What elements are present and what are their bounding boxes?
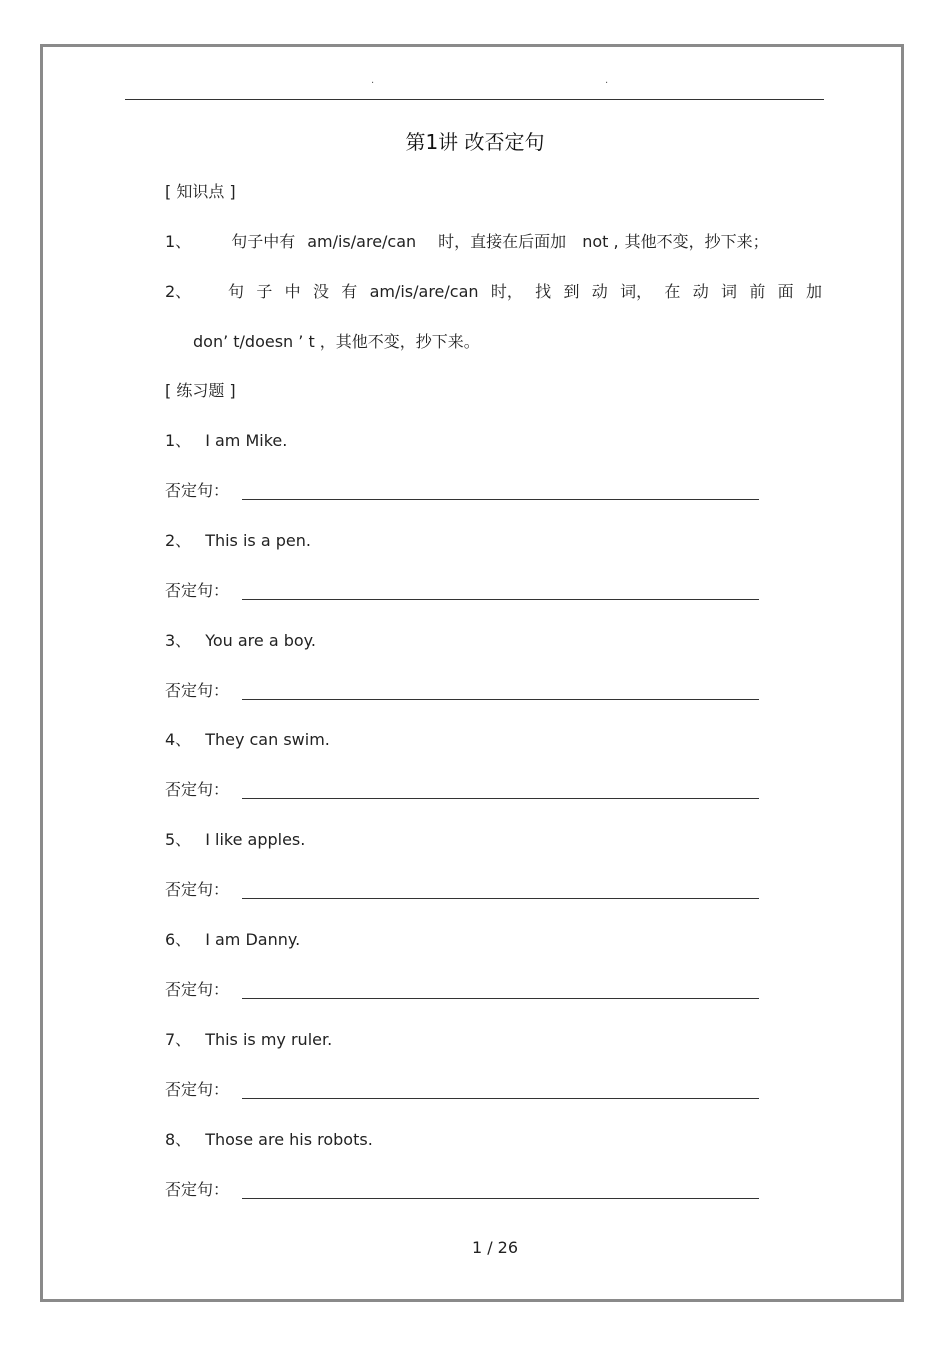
- page-number: 1 / 26: [471, 1238, 519, 1257]
- exercise-item: [165, 630, 316, 652]
- point-2-token: 到: [563, 282, 580, 301]
- answer-label: 否定句：: [165, 681, 230, 700]
- knowledge-point-2: [165, 281, 191, 303]
- exercise-sentence: I am Danny.: [205, 930, 301, 949]
- point-2-token: 加: [805, 282, 822, 301]
- answer-blank-line[interactable]: [242, 599, 759, 600]
- point-2-token: 动: [692, 282, 709, 301]
- exercise-number: 6、: [165, 930, 192, 949]
- point-2-token: 中: [284, 282, 301, 301]
- answer-label: 否定句：: [165, 780, 230, 799]
- answer-blank-line[interactable]: [242, 898, 759, 899]
- answer-label: 否定句：: [165, 481, 230, 500]
- point-1-number: 1、: [165, 232, 192, 251]
- point-2-token: 没: [312, 282, 329, 301]
- header-rule: [125, 99, 824, 100]
- point-2-token: 词，: [620, 282, 653, 301]
- answer-label: 否定句：: [165, 1180, 230, 1199]
- exercise-item: [165, 530, 311, 552]
- exercise-sentence: Those are his robots.: [205, 1130, 373, 1149]
- point-2-token: 在: [664, 282, 681, 301]
- exercise-item: [165, 929, 300, 951]
- header-dot-right: .: [605, 75, 609, 86]
- page-title: 第1讲 改否定句: [405, 130, 545, 154]
- point-2-token: 有: [341, 282, 358, 301]
- point-1-text-c: 其他不变，抄下来；: [624, 232, 769, 251]
- point-2-token: 找: [535, 282, 552, 301]
- exercise-item: [165, 729, 330, 751]
- answer-label: 否定句：: [165, 581, 230, 600]
- answer-label: 否定句：: [165, 880, 230, 899]
- exercise-number: 2、: [165, 531, 192, 550]
- point-2-token: 句: [228, 282, 245, 301]
- exercise-item: [165, 829, 305, 851]
- exercise-sentence: This is a pen.: [205, 531, 311, 550]
- answer-blank-line[interactable]: [242, 998, 759, 999]
- exercise-number: 4、: [165, 730, 192, 749]
- point-1-not: not ,: [582, 232, 619, 251]
- exercise-sentence: They can swim.: [205, 730, 330, 749]
- answer-blank-line[interactable]: [242, 1098, 759, 1099]
- header-dot-left: .: [371, 75, 375, 86]
- exercise-number: 1、: [165, 431, 192, 450]
- exercise-number: 8、: [165, 1130, 192, 1149]
- point-2-token: 动: [591, 282, 608, 301]
- exercise-item: [165, 1029, 332, 1051]
- knowledge-point-1: [165, 231, 769, 253]
- answer-blank-line[interactable]: [242, 798, 759, 799]
- exercise-number: 5、: [165, 830, 192, 849]
- exercise-sentence: You are a boy.: [205, 631, 316, 650]
- knowledge-heading: [ 知识点 ]: [165, 182, 236, 201]
- point-1-text-a: 句子中有: [231, 232, 296, 251]
- knowledge-point-2-line-2: don’ t/doesn ’ t ，其他不变，抄下来。: [193, 332, 480, 351]
- point-2-token: 子: [256, 282, 273, 301]
- answer-label: 否定句：: [165, 1080, 230, 1099]
- exercise-sentence: I am Mike.: [205, 431, 288, 450]
- exercise-number: 3、: [165, 631, 192, 650]
- point-2-token: 时，: [490, 282, 523, 301]
- exercise-item: [165, 430, 287, 452]
- exercise-sentence: I like apples.: [205, 830, 306, 849]
- answer-blank-line[interactable]: [242, 499, 759, 500]
- answer-blank-line[interactable]: [242, 699, 759, 700]
- point-1-words: am/is/are/can: [307, 232, 417, 251]
- exercise-item: [165, 1129, 373, 1151]
- exercise-sentence: This is my ruler.: [205, 1030, 333, 1049]
- answer-blank-line[interactable]: [242, 1198, 759, 1199]
- point-2-token: am/is/are/can: [369, 282, 479, 301]
- exercise-number: 7、: [165, 1030, 192, 1049]
- point-2-token: 前: [749, 282, 766, 301]
- point-1-text-b: 时，直接在后面加: [438, 232, 567, 251]
- point-2-token: 面: [777, 282, 794, 301]
- answer-label: 否定句：: [165, 980, 230, 999]
- point-2-token: 词: [721, 282, 738, 301]
- exercises-heading: [ 练习题 ]: [165, 381, 236, 400]
- knowledge-point-2-line-1: [228, 281, 822, 303]
- point-2-number: 2、: [165, 282, 192, 301]
